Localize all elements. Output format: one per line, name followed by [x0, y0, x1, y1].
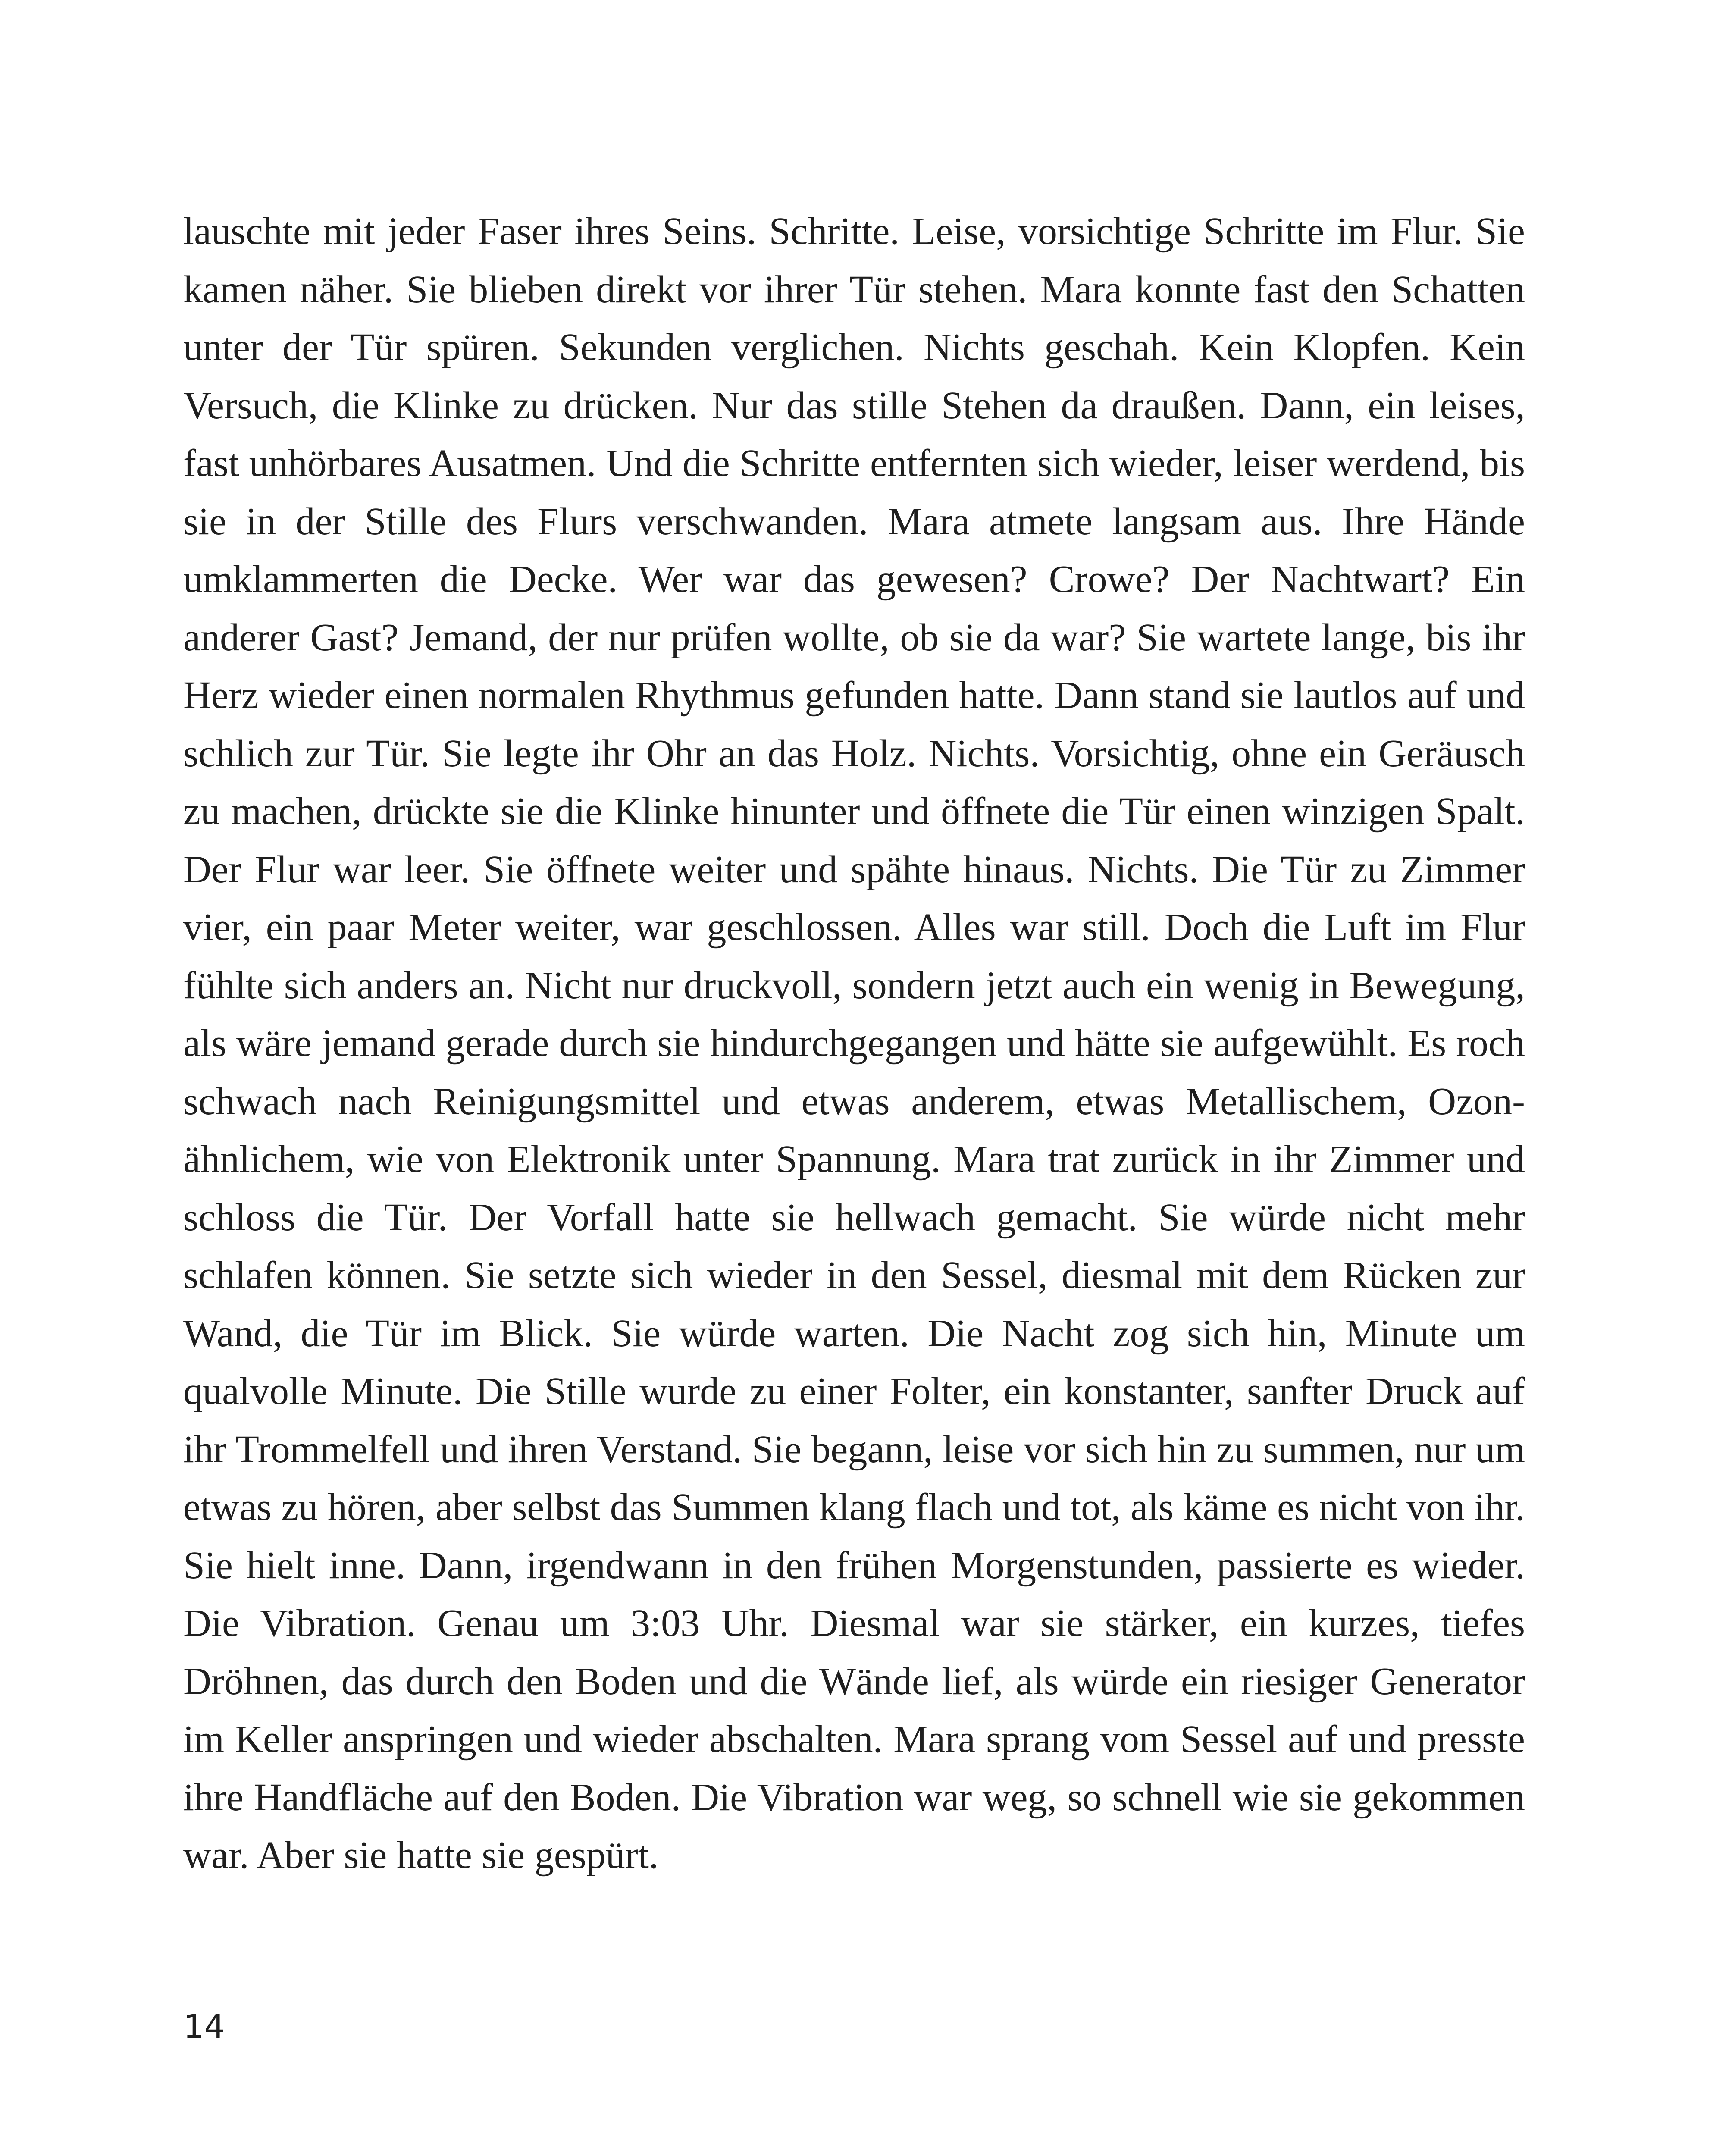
page-number: 14: [183, 2007, 225, 2046]
body-paragraph: lauschte mit jeder Faser ihres Seins. Schritte. Leise, vorsichtige Schritte im Flur. Sie kamen näher. Sie blieben direkt vor ihrer Tür stehen. Mara konnte fast den Schatten unter der Tür spüren. Sekunden verglichen. Nichts geschah. Kein Klopfen. Kein Versuch, die Klinke zu drücken. Nur das stille Stehen da draußen. Dann, ein leises, fast unhörbares Ausatmen. Und die Schritte entfernten sich wieder, leiser werdend, bis sie in der Stille des Flurs verschwanden. Mara atmete langsam aus. Ihre Hände umklammerten die Decke. Wer war das gewesen? Crowe? Der Nachtwart? Ein anderer Gast? Jemand, der nur prüfen wollte, ob sie da war? Sie wartete lange, bis ihr Herz wieder einen normalen Rhythmus gefunden hatte. Dann stand sie lautlos auf und schlich zur Tür. Sie legte ihr Ohr an das Holz. Nichts. Vorsichtig, ohne ein Geräusch zu machen, drückte sie die Klinke hinunter und öffnete die Tür einen winzigen Spalt. Der Flur war leer. Sie öffnete weiter und spähte hinaus. Nichts. Die Tür zu Zimmer vier, ein paar Meter weiter, war geschlossen. Alles war still. Doch die Luft im Flur fühlte sich anders an. Nicht nur druckvoll, sondern jetzt auch ein wenig in Bewegung, als wäre jemand gerade durch sie hindurchgegangen und hätte sie aufgewühlt. Es roch schwach nach Reinigungsmittel und etwas anderem, etwas Metallischem, Ozon-ähnlichem, wie von Elektronik unter Spannung. Mara trat zurück in ihr Zimmer und schloss die Tür. Der Vorfall hatte sie hellwach gemacht. Sie würde nicht mehr schlafen können. Sie setzte sich wieder in den Sessel, diesmal mit dem Rücken zur Wand, die Tür im Blick. Sie würde warten. Die Nacht zog sich hin, Minute um qualvolle Minute. Die Stille wurde zu einer Folter, ein konstanter, sanfter Druck auf ihr Trommelfell und ihren Verstand. Sie begann, leise vor sich hin zu summen, nur um etwas zu hören, aber selbst das Summen klang flach und tot, als käme es nicht von ihr. Sie hielt inne. Dann, irgendwann in den frühen Morgenstunden, passierte es wieder. Die Vibration. Genau um 3:03 Uhr. Diesmal war sie stärker, ein kurzes, tiefes Dröhnen, das durch den Boden und die Wände lief, als würde ein riesiger Generator im Keller anspringen und wieder abschalten. Mara sprang vom Sessel auf und presste ihre Handfläche auf den Boden. Die Vibration war weg, so schnell wie sie gekommen war. Aber sie hatte sie gespürt.: [183, 210, 1525, 1877]
